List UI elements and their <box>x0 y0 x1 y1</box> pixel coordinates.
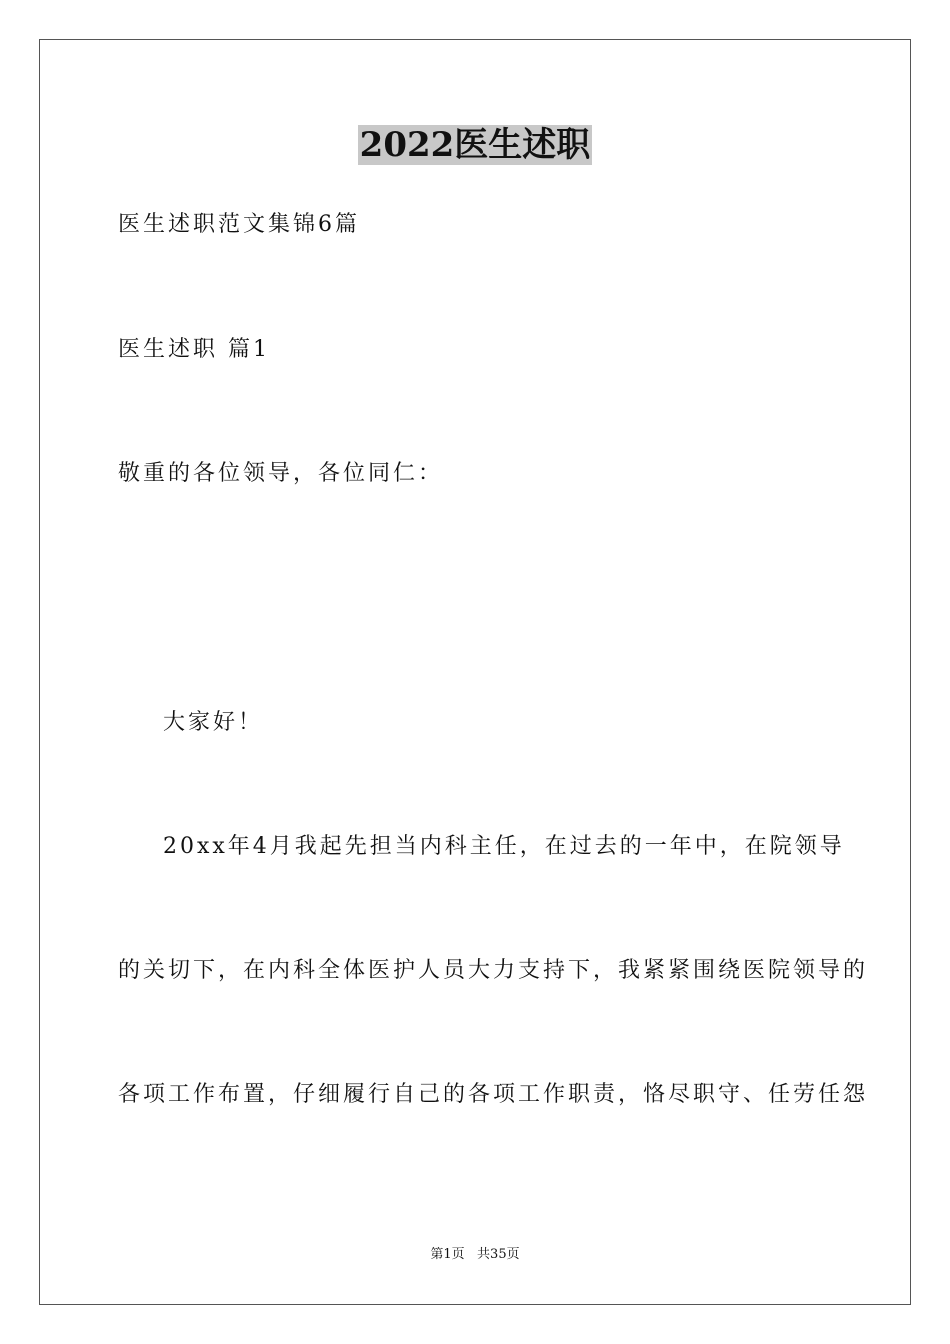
document-subtitle: 医生述职范文集锦6篇 <box>118 212 360 237</box>
document-title <box>0 122 950 168</box>
paragraph-line: 各项工作布置，仔细履行自己的各项工作职责，恪尽职守、任劳任怨 <box>118 1082 869 1107</box>
paragraph-line: 的关切下，在内科全体医护人员大力支持下，我紧紧围绕医院领导的 <box>118 958 869 983</box>
section-heading: 医生述职 篇1 <box>118 337 270 362</box>
salutation: 敬重的各位领导，各位同仁： <box>118 461 444 486</box>
paragraph-line: 20xx年4月我起先担当内科主任，在过去的一年中，在院领导 <box>163 834 845 859</box>
page-number-footer: 第1页 共35页 <box>430 1247 520 1262</box>
document-title-text: 2022医生述职 <box>359 125 591 165</box>
greeting: 大家好！ <box>163 710 264 735</box>
